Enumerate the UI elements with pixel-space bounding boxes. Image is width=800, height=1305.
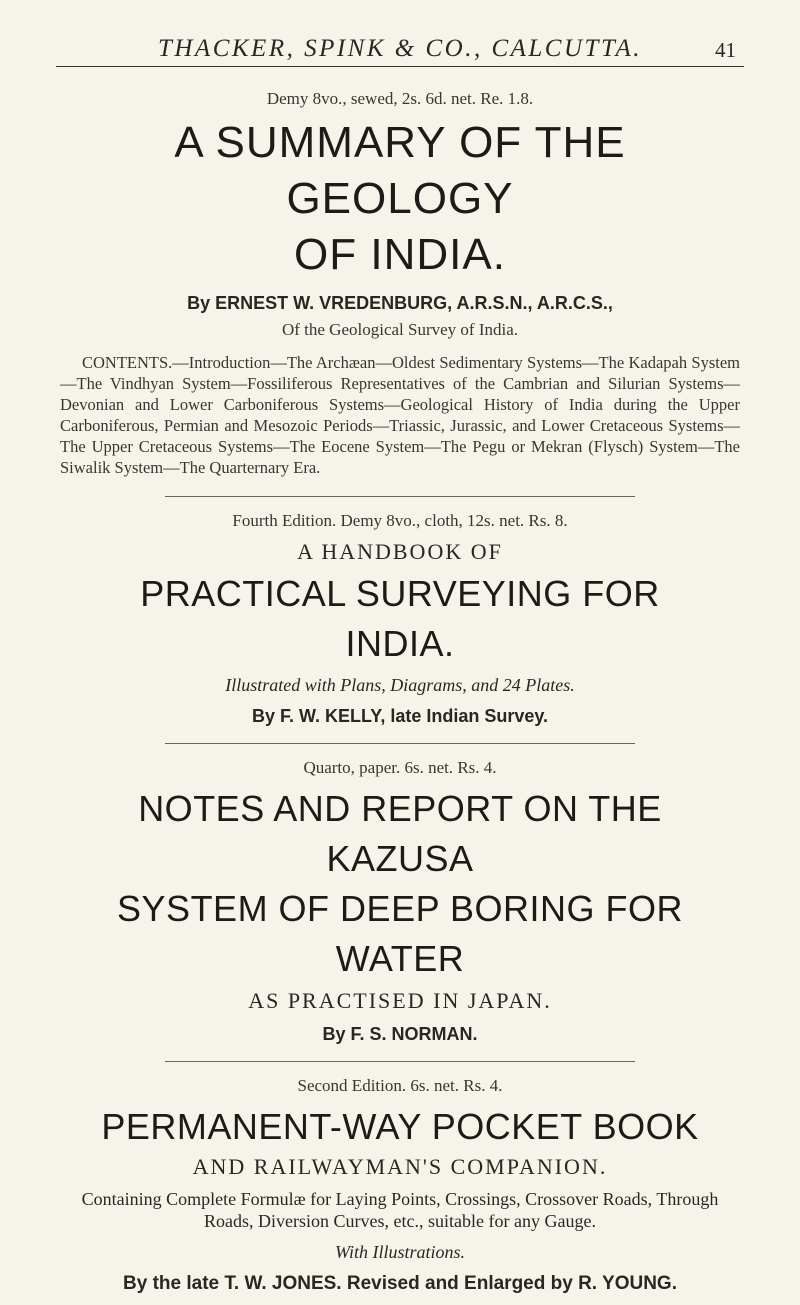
entry-title-line1: A SUMMARY OF THE GEOLOGY bbox=[174, 118, 626, 223]
entry-title-line1: NOTES AND REPORT ON THE KAZUSA bbox=[138, 788, 662, 879]
entry-title-line1: PRACTICAL SURVEYING FOR bbox=[140, 573, 660, 614]
divider bbox=[165, 1061, 635, 1062]
entry-contents: CONTENTS.—Introduction—The Archæan—Oldest Sedimentary Systems—The Kadapah System—The Vindhyan System—Fossiliferous Representatives of the Cambrian and Silurian Systems—Devonian and Lower Carboniferous Systems—Geological History of India during the Upper Carboniferous, Permian and Mesozoic Periods—Triassic, Jurassic, and Lower Cretaceous Systems—The Upper Cretaceous Systems—The Eocene System—The Pegu or Mekran (Flysch) System—The Siwalik System—The Quarternary Era. bbox=[60, 353, 740, 477]
entry-meta: Quarto, paper. 6s. net. Rs. 4. bbox=[303, 758, 497, 777]
entry-title-line2: OF INDIA. bbox=[294, 230, 506, 279]
entry-title-line1: PERMANENT-WAY POCKET BOOK bbox=[101, 1106, 699, 1147]
entry-author: By the late T. W. JONES. Revised and Enlarged by R. YOUNG. bbox=[123, 1273, 677, 1294]
entry-author: By F. W. KELLY, late Indian Survey. bbox=[251, 706, 549, 726]
entry-subtitle: A HANDBOOK OF bbox=[297, 539, 503, 564]
entry-meta: Fourth Edition. Demy 8vo., cloth, 12s. net. Rs. 8. bbox=[232, 511, 568, 530]
catalogue-entry-surveying bbox=[60, 511, 740, 727]
entry-title-line2: SYSTEM OF DEEP BORING FOR WATER bbox=[117, 888, 683, 979]
catalogue-entry-geology bbox=[60, 89, 740, 478]
running-head bbox=[56, 0, 744, 67]
entry-meta: Demy 8vo., sewed, 2s. 6d. net. Re. 1.8. bbox=[266, 89, 534, 108]
entry-illustrations: With Illustrations. bbox=[334, 1242, 466, 1262]
entry-author: By F. S. NORMAN. bbox=[322, 1024, 478, 1044]
divider bbox=[165, 743, 635, 744]
entry-subtitle: AND RAILWAYMAN'S COMPANION. bbox=[192, 1154, 608, 1179]
page-number: 41 bbox=[715, 38, 736, 62]
catalogue-entry-permanent-way bbox=[60, 1076, 740, 1295]
divider bbox=[165, 496, 635, 497]
entry-author: By ERNEST W. VREDENBURG, A.R.S.N., A.R.C.S., bbox=[187, 293, 613, 313]
entry-subtitle: AS PRACTISED IN JAPAN. bbox=[248, 988, 552, 1013]
entry-title-line2: INDIA. bbox=[345, 623, 455, 664]
entry-affiliation: Of the Geological Survey of India. bbox=[281, 320, 519, 339]
entry-description: Containing Complete Formulæ for Laying Points, Crossings, Crossover Roads, Through Roads, Diversion Curves, etc., suitable for any Gauge. bbox=[81, 1189, 719, 1231]
publisher-heading: THACKER, SPINK & CO., CALCUTTA. bbox=[157, 35, 643, 62]
entry-illustrations: Illustrated with Plans, Diagrams, and 24 Plates. bbox=[225, 675, 575, 695]
catalogue-entry-kazusa bbox=[60, 758, 740, 1045]
entry-meta: Second Edition. 6s. net. Rs. 4. bbox=[297, 1076, 503, 1095]
